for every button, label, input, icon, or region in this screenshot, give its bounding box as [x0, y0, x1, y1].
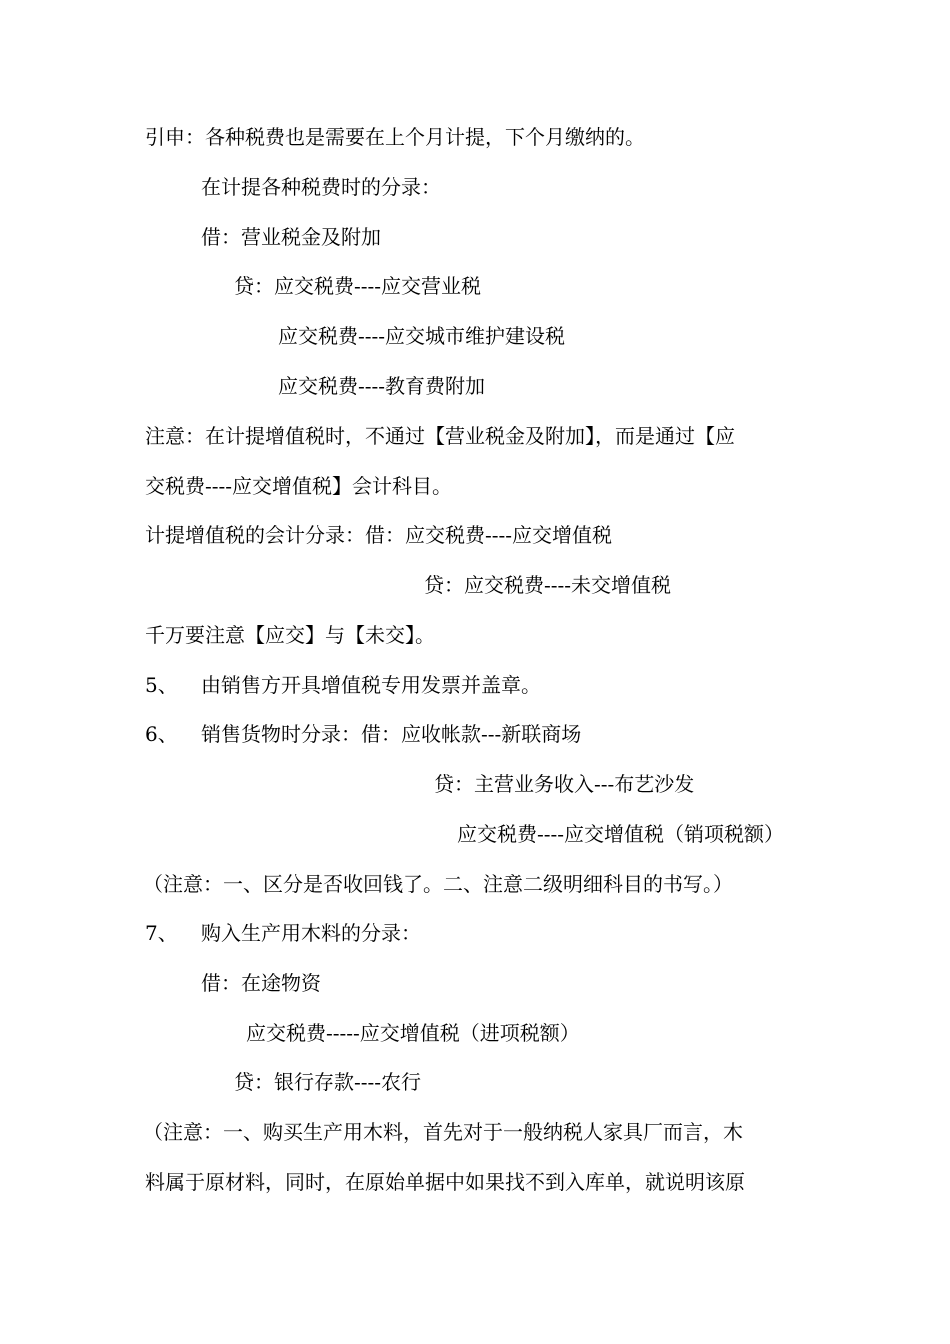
text-line: （注意：一、区分是否收回钱了。二、注意二级明细科目的书写。）: [143, 872, 733, 896]
text-line: 应交税费-----应交增值税（进项税额）: [246, 1021, 580, 1045]
text-line: 贷：应交税费----未交增值税: [424, 573, 672, 597]
text-line: 借：营业税金及附加: [201, 225, 381, 249]
list-number: 6、: [145, 722, 178, 746]
text-line: 引申：各种税费也是需要在上个月计提，下个月缴纳的。: [145, 125, 645, 149]
text-line: 交税费----应交增值税】会计科目。: [145, 474, 453, 498]
text-line: （注意：一、购买生产用木料，首先对于一般纳税人家具厂而言，木: [143, 1120, 743, 1144]
list-number: 7、: [145, 921, 178, 945]
text-line: 贷：应交税费----应交营业税: [234, 274, 482, 298]
text-line: 料属于原材料，同时，在原始单据中如果找不到入库单，就说明该原: [145, 1170, 745, 1194]
text-line: 注意：在计提增值税时，不通过【营业税金及附加】，而是通过【应: [145, 424, 735, 448]
text-line: 贷：主营业务收入---布艺沙发: [434, 772, 695, 796]
text-line: 贷：银行存款----农行: [234, 1070, 422, 1094]
text-line: 购入生产用木料的分录：: [201, 921, 421, 945]
text-line: 由销售方开具增值税专用发票并盖章。: [201, 673, 541, 697]
text-line: 借：在途物资: [201, 971, 321, 995]
text-line: 应交税费----应交城市维护建设税: [278, 324, 566, 348]
list-number: 5、: [145, 673, 178, 697]
text-line: 销售货物时分录：借：应收帐款---新联商场: [201, 722, 582, 746]
text-line: 应交税费----教育费附加: [278, 374, 486, 398]
text-line: 千万要注意【应交】与【未交】。: [145, 623, 435, 647]
text-line: 在计提各种税费时的分录：: [201, 175, 441, 199]
text-line: 计提增值税的会计分录：借：应交税费----应交增值税: [145, 523, 613, 547]
text-line: 应交税费----应交增值税（销项税额）: [457, 822, 785, 846]
